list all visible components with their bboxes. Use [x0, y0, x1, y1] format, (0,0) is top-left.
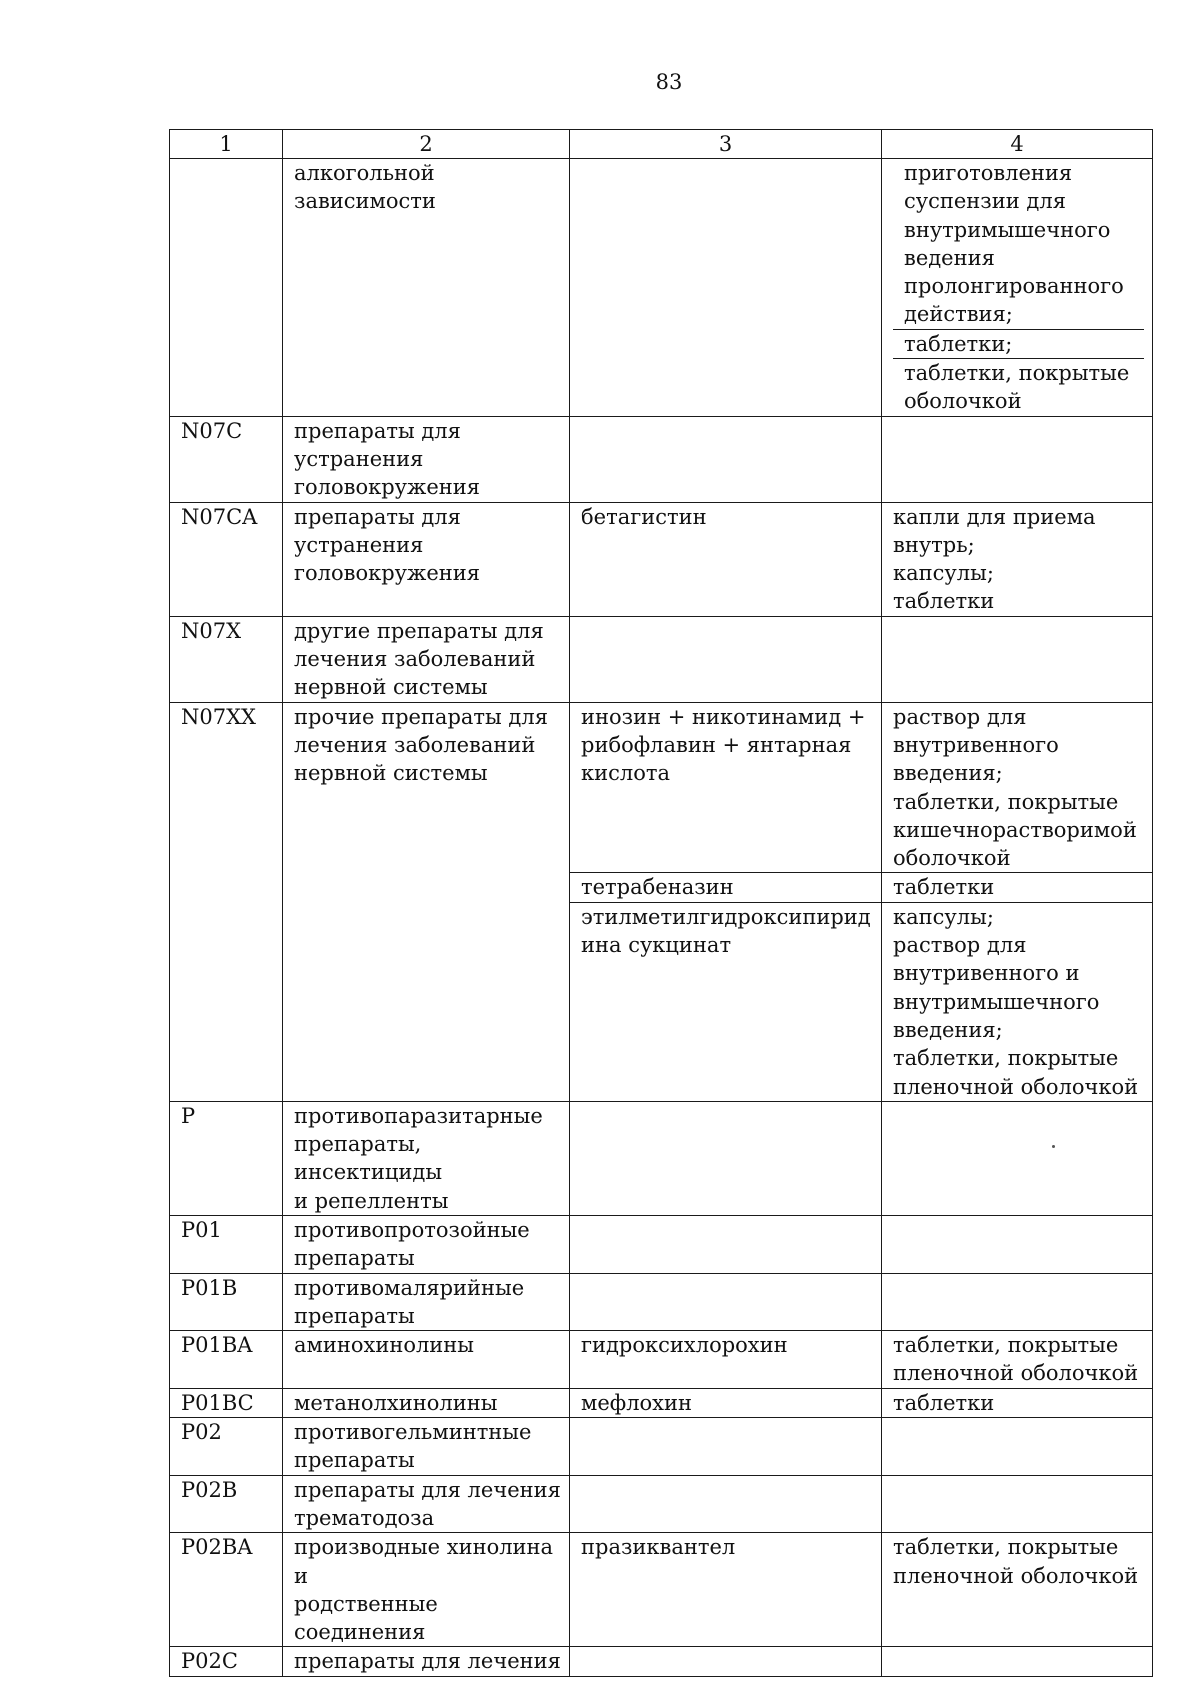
anatomical-therapeutic-group-cell: препараты для устранения головокружения — [283, 416, 570, 502]
atc-code-cell — [170, 159, 283, 417]
dosage-form-cell: таблетки — [882, 873, 1153, 902]
anatomical-therapeutic-group-cell: прочие препараты для лечения заболеваний нервной системы — [283, 702, 570, 1101]
dosage-form-entry: приготовления суспензии для внутримышечного ведения пролонгированного действия; — [904, 161, 1124, 327]
drug-name-cell — [570, 1101, 882, 1215]
anatomical-therapeutic-group-cell: препараты для лечения — [283, 1647, 570, 1676]
dosage-form-cell — [882, 1475, 1153, 1533]
drug-name-cell: этилметилгидроксипирид ина сукцинат — [570, 902, 882, 1101]
dosage-form-cell: таблетки — [882, 1388, 1153, 1417]
anatomical-therapeutic-group-cell: противомалярийные препараты — [283, 1273, 570, 1331]
dosage-form-stack — [893, 159, 1144, 416]
table-row — [170, 1331, 1153, 1389]
table-row — [170, 1388, 1153, 1417]
table-row — [170, 1647, 1153, 1676]
drug-name-cell: тетрабеназин — [570, 873, 882, 902]
atc-code-cell: P02B — [170, 1475, 283, 1533]
anatomical-therapeutic-group-cell: препараты для лечения трематодоза — [283, 1475, 570, 1533]
dosage-form-cell — [882, 1215, 1153, 1273]
atc-code-cell: P01BC — [170, 1388, 283, 1417]
page-number: 83 — [655, 70, 683, 94]
drug-name-cell — [570, 159, 882, 417]
drug-classification-table — [169, 129, 1153, 1677]
drug-name-cell: мефлохин — [570, 1388, 882, 1417]
drug-name-cell — [570, 616, 882, 702]
drug-name-cell — [570, 1215, 882, 1273]
table-row — [170, 1215, 1153, 1273]
anatomical-therapeutic-group-cell: противопротозойные препараты — [283, 1215, 570, 1273]
atc-code-cell: P — [170, 1101, 283, 1215]
drug-name-cell — [570, 1273, 882, 1331]
table-row — [170, 616, 1153, 702]
dosage-form-cell: раствор для внутривенного введения; таблетки, покрытые кишечнорастворимой оболочкой — [882, 702, 1153, 873]
dosage-form-cell — [882, 1101, 1153, 1215]
anatomical-therapeutic-group-cell: аминохинолины — [283, 1331, 570, 1389]
drug-name-cell: гидроксихлорохин — [570, 1331, 882, 1389]
table-row — [170, 416, 1153, 502]
atc-code-cell: P02 — [170, 1418, 283, 1476]
scan-speck — [1052, 1145, 1055, 1148]
table-row — [170, 502, 1153, 616]
drug-name-cell: инозин + никотинамид + рибофлавин + янтарная кислота — [570, 702, 882, 873]
table-row — [170, 159, 1153, 417]
table-row — [170, 1533, 1153, 1647]
anatomical-therapeutic-group-cell: метанолхинолины — [283, 1388, 570, 1417]
atc-code-cell: N07X — [170, 616, 283, 702]
anatomical-therapeutic-group-cell: другие препараты для лечения заболеваний нервной системы — [283, 616, 570, 702]
drug-name-cell — [570, 1475, 882, 1533]
dosage-form-cell: капсулы; раствор для внутривенного и внутримышечного введения; таблетки, покрытые пленочной оболочкой — [882, 902, 1153, 1101]
table-row — [170, 1475, 1153, 1533]
atc-code-cell: N07CA — [170, 502, 283, 616]
dosage-form-cell — [882, 416, 1153, 502]
drug-name-cell — [570, 416, 882, 502]
dosage-form-cell: таблетки, покрытые пленочной оболочкой — [882, 1331, 1153, 1389]
anatomical-therapeutic-group-cell: производные хинолина и родственные соединения — [283, 1533, 570, 1647]
dosage-form-cell — [882, 616, 1153, 702]
dosage-form-cell — [882, 1418, 1153, 1476]
table-row — [170, 1101, 1153, 1215]
column-header-4: 4 — [882, 130, 1153, 159]
dosage-form-cell — [882, 1273, 1153, 1331]
dosage-form-cell — [882, 1647, 1153, 1676]
anatomical-therapeutic-group-cell: противопаразитарные препараты, инсектициды и репелленты — [283, 1101, 570, 1215]
table-row — [170, 1418, 1153, 1476]
column-header-3: 3 — [570, 130, 882, 159]
dosage-form-cell: таблетки, покрытые пленочной оболочкой — [882, 1533, 1153, 1647]
dosage-form-entry: таблетки, покрытые оболочкой — [893, 358, 1144, 416]
drug-name-cell: празиквантел — [570, 1533, 882, 1647]
drug-name-cell — [570, 1647, 882, 1676]
drug-name-cell — [570, 1418, 882, 1476]
drug-name-cell: бетагистин — [570, 502, 882, 616]
atc-code-cell: P01 — [170, 1215, 283, 1273]
table-row — [170, 1273, 1153, 1331]
atc-code-cell: N07C — [170, 416, 283, 502]
column-header-1: 1 — [170, 130, 283, 159]
atc-code-cell: P02BA — [170, 1533, 283, 1647]
dosage-form-cell — [882, 159, 1153, 417]
atc-code-cell: P01BA — [170, 1331, 283, 1389]
atc-code-cell: P01B — [170, 1273, 283, 1331]
dosage-form-entry: таблетки; — [893, 329, 1144, 358]
anatomical-therapeutic-group-cell: алкогольной зависимости — [283, 159, 570, 417]
atc-code-cell: P02C — [170, 1647, 283, 1676]
table-header-row — [170, 130, 1153, 159]
table-row — [170, 702, 1153, 873]
anatomical-therapeutic-group-cell: препараты для устранения головокружения — [283, 502, 570, 616]
atc-code-cell: N07XX — [170, 702, 283, 1101]
dosage-form-cell: капли для приема внутрь; капсулы; таблетки — [882, 502, 1153, 616]
table-body — [170, 159, 1153, 1677]
column-header-2: 2 — [283, 130, 570, 159]
anatomical-therapeutic-group-cell: противогельминтные препараты — [283, 1418, 570, 1476]
